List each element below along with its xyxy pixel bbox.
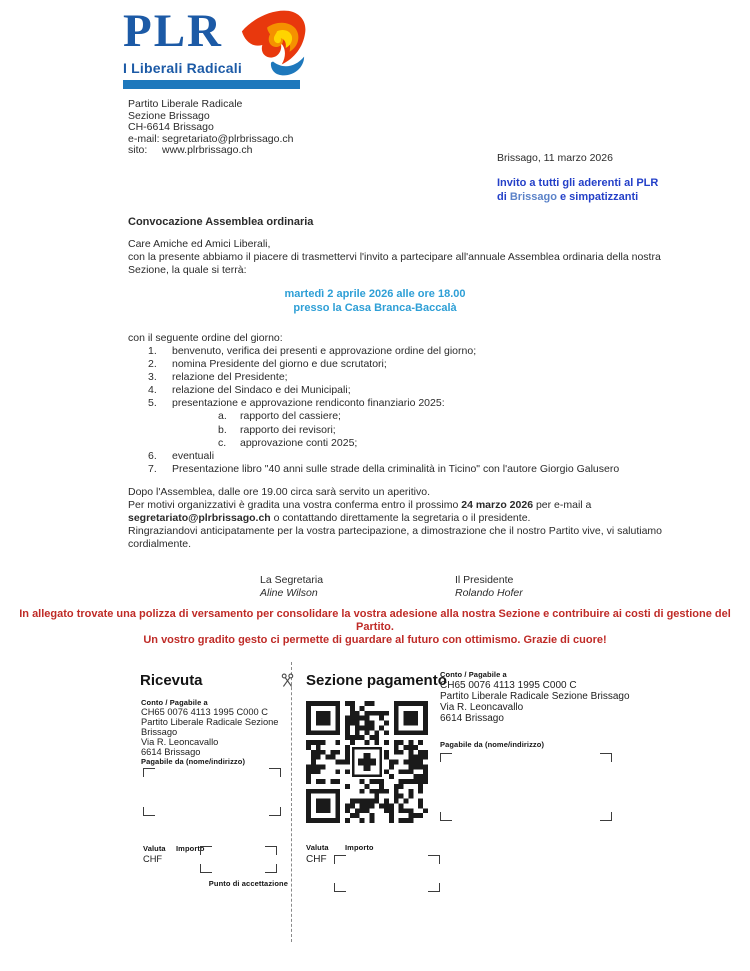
payment-account-block [440,680,648,724]
agenda-num: 2. [148,358,157,371]
receipt-currency-value: CHF [143,854,163,864]
invitation-heading [497,177,658,204]
agenda-text: eventuali [172,449,215,462]
receipt-amount-field [200,846,277,873]
agenda-text: rapporto dei revisori; [240,423,336,436]
payment-creditor-city: 6614 Brissago [440,713,504,724]
agenda-text: benvenuto, verifica dei presenti e approvazione ordine del giorno; [172,345,477,357]
salutation: Care Amiche ed Amici Liberali, [128,238,271,250]
receipt-currency-label: Valuta [143,844,166,853]
agenda-text: relazione del Presidente; [172,371,288,384]
closing2-post: o contattando direttamente la segretaria o il presidente. [270,512,531,524]
receipt-amount-label: Importo [176,844,205,853]
agenda-item [128,463,658,476]
agenda-num: 7. [148,462,157,475]
payment-creditor-name: Partito Liberale Radicale Sezione Brissago [440,691,630,702]
rsvp-email: segretariato@plrbrissago.ch [128,512,271,524]
invitation-line2-pre: di [497,190,510,203]
payment-amount-field [334,855,440,892]
email-value: segretariato@plrbrissago.ch [162,132,294,145]
agenda-text: rapporto del cassiere; [240,410,341,423]
agenda-text: relazione del Sindaco e dei Municipali; [172,384,351,397]
sender-city: CH-6614 Brissago [128,121,214,134]
plr-logo [123,5,303,92]
intro-paragraph [128,238,668,277]
agenda-item [128,384,658,397]
agenda-num: 4. [148,384,157,397]
payment-currency-label: Valuta [306,843,329,852]
closing-line3: Ringraziandovi anticipatamente per la vostra partecipazione, a dimostrazione che il nostro Partito vive, vi salutiamo cordialmente. [128,525,663,550]
signature-name: Aline Wilson [260,587,318,599]
payment-payable-by-label: Pagabile da (nome/indirizzo) [440,740,545,749]
agenda-item [128,450,658,463]
sender-address [128,99,293,157]
payment-currency-value: CHF [306,854,327,865]
logo-acronym: PLR [123,5,223,57]
agenda-item [128,397,658,410]
rsvp-date: 24 marzo 2026 [461,499,534,511]
invitation-line1: Invito a tutti gli aderenti al PLR [497,177,659,189]
agenda-text: Presentazione libro "40 anni sulle strade della criminalità in Ticino" con l'autore Giorgio Galusero [172,462,620,475]
email-label: e-mail: [128,132,160,145]
logo-bar [123,80,300,89]
invitation-line2-post: e simpatizzanti [556,190,639,203]
payment-amount-label: Importo [345,843,374,852]
receipt-iban: CH65 0076 4113 1995 C000 C [141,707,268,717]
receipt-payable-by-field [143,768,281,816]
agenda-item [128,345,658,358]
agenda-num: b. [218,423,227,436]
invitation-line2-highlight: Brissago [509,190,557,203]
receipt-payable-by-label: Pagabile da (nome/indirizzo) [141,757,246,766]
perforation-line [291,662,292,942]
agenda-subitem [128,424,658,437]
scissors-icon [281,673,294,691]
letter-date: Brissago, 11 marzo 2026 [497,152,613,164]
event-place: presso la Casa Branca-Baccalà [293,302,457,314]
signature-secretary [260,574,323,600]
signature-role: Il Presidente [455,574,514,586]
agenda-num: c. [218,436,227,449]
agenda-item [128,358,658,371]
payment-notice [15,608,735,647]
receipt-acceptance-label: Punto di accettazione [208,879,288,888]
site-label: sito: [128,144,148,157]
signature-role: La Segretaria [260,574,324,586]
payment-creditor-street: Via R. Leoncavallo [440,702,524,713]
intro-text: con la presente abbiamo il piacere di trasmettervi l'invito a partecipare all'annuale Assemblea ordinaria della nostra Sezione, la quale si terrà: [128,251,661,276]
agenda-num: 1. [148,345,157,357]
payment-iban: CH65 0076 4113 1995 C000 C [440,680,577,691]
notice-line1: In allegato trovate una polizza di versamento per consolidare la vostra adesione alla nostra Sezione e contribuire ai costi di gestione del Partito. [19,608,731,633]
agenda-text: approvazione conti 2025; [240,436,358,449]
event-details [0,287,750,315]
agenda-num: 3. [148,371,157,384]
closing-line1: Dopo l'Assemblea, dalle ore 19.00 circa sarà servito un aperitivo. [128,486,430,498]
closing-line2 [128,499,668,525]
receipt-account-block [141,707,283,757]
agenda-subitem [128,410,658,423]
receipt-creditor-name: Partito Liberale Radicale Sezione Brissago [141,717,279,737]
agenda-item [128,371,658,384]
flame-icon [237,8,309,81]
invitation-line2 [497,191,658,205]
closing-paragraph [128,486,668,551]
page-title: Convocazione Assemblea ordinaria [128,216,314,228]
agenda-list [128,345,658,476]
agenda-text: nomina Presidente del giorno e due scrutatori; [172,358,387,371]
event-date: martedì 2 aprile 2026 alle ore 18.00 [284,288,466,300]
agenda-text: presentazione e approvazione rendiconto finanziario 2025: [172,397,445,410]
payment-account-label: Conto / Pagabile a [440,670,507,679]
agenda-subitem [128,437,658,450]
signature-name: Rolando Hofer [455,587,523,599]
agenda-num: 6. [148,449,157,462]
receipt-creditor-street: Via R. Leoncavallo [141,737,219,747]
logo-subtitle: I Liberali Radicali [123,60,242,76]
receipt-title: Ricevuta [140,672,203,689]
agenda-num: 5. [148,397,157,410]
closing2-mid: per e-mail a [533,499,592,511]
payment-title: Sezione pagamento [306,672,447,689]
sender-section: Sezione Brissago [128,109,210,122]
sender-site-line [128,145,293,157]
site-value: www.plrbrissago.ch [162,144,253,157]
signature-president [455,574,523,600]
receipt-account-label: Conto / Pagabile a [141,698,208,707]
sender-org: Partito Liberale Radicale [128,98,243,110]
payment-payable-by-field [440,753,612,821]
swiss-qr-code [306,701,428,823]
agenda-num: a. [218,410,227,423]
notice-line2: Un vostro gradito gesto ci permette di guardare al futuro con ottimismo. Grazie di cuore! [143,634,607,646]
receipt-creditor-city: 6614 Brissago [141,747,201,757]
agenda-intro: con il seguente ordine del giorno: [128,332,283,344]
closing2-pre: Per motivi organizzativi è gradita una vostra conferma entro il prossimo [128,499,462,511]
